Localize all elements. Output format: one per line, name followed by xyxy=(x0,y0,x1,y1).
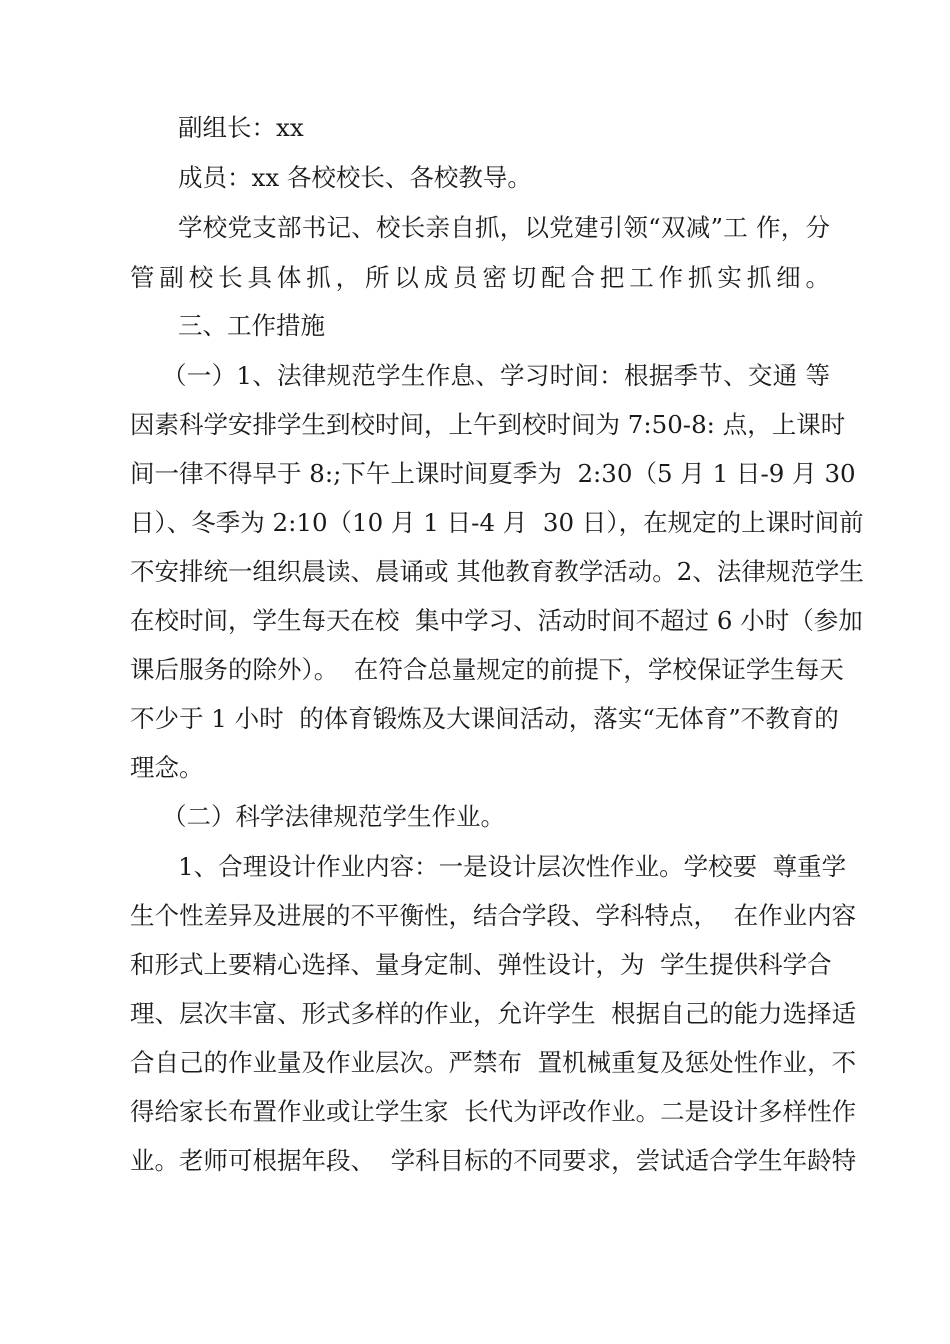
text-line-paragraph: 日）、冬季为 2:10（10 月 1 日-4 月 30 日），在规定的上课时间前 xyxy=(130,508,864,537)
text-line-paragraph: 学校党支部书记、校长亲自抓，以党建引领“双减”工 作，分 xyxy=(178,213,830,242)
text-line-paragraph: 和形式上要精心选择、量身定制、弹性设计，为 学生提供科学合 xyxy=(130,950,832,979)
text-line-paragraph: 合自己的作业量及作业层次。严禁布 置机械重复及惩处性作业，不 xyxy=(130,1048,857,1077)
text-line-members: 成员：xx 各校校长、各校教导。 xyxy=(178,163,532,192)
text-line-deputy-leader: 副组长：xx xyxy=(178,113,304,142)
text-line-paragraph: 不安排统一组织晨读、晨诵或 其他教育教学活动。2、法律规范学生 xyxy=(130,557,864,586)
text-line-paragraph: 不少于 1 小时 的体育锻炼及大课间活动，落实“无体育”不教育的 xyxy=(130,704,839,733)
subsection-heading-homework: （二）科学法律规范学生作业。 xyxy=(162,802,505,831)
text-line-paragraph: 业。老师可根据年段、 学科目标的不同要求，尝试适合学生年龄特 xyxy=(130,1146,857,1175)
text-line-paragraph: 生个性差异及进展的不平衡性，结合学段、学科特点， 在作业内容 xyxy=(130,901,857,930)
text-line-paragraph: 间一律不得早于 8:;下午上课时间夏季为 2:30（5 月 1 日-9 月 30 xyxy=(130,459,856,488)
text-line-paragraph: 课后服务的除外）。 在符合总量规定的前提下，学校保证学生每天 xyxy=(130,655,844,684)
text-line-paragraph: 理、层次丰富、形式多样的作业，允许学生 根据自己的能力选择适 xyxy=(130,999,857,1028)
text-line-paragraph: 在校时间，学生每天在校 集中学习、活动时间不超过 6 小时（参加 xyxy=(130,606,863,635)
text-line-paragraph: 管副校长具体抓，所以成员密切配合把工作抓实抓细。 xyxy=(130,263,830,292)
text-line-paragraph: 1、合理设计作业内容：一是设计层次性作业。学校要 尊重学 xyxy=(178,852,847,881)
section-heading-work-measures: 三、工作措施 xyxy=(178,311,325,340)
text-line-paragraph: 因素科学安排学生到校时间，上午到校时间为 7:50-8: 点，上课时 xyxy=(130,410,846,439)
text-line-paragraph: （一）1、法律规范学生作息、学习时间：根据季节、交通 等 xyxy=(162,361,830,390)
text-line-paragraph: 得给家长布置作业或让学生家 长代为评改作业。二是设计多样性作 xyxy=(130,1097,857,1126)
text-line-paragraph-end: 理念。 xyxy=(130,753,204,782)
